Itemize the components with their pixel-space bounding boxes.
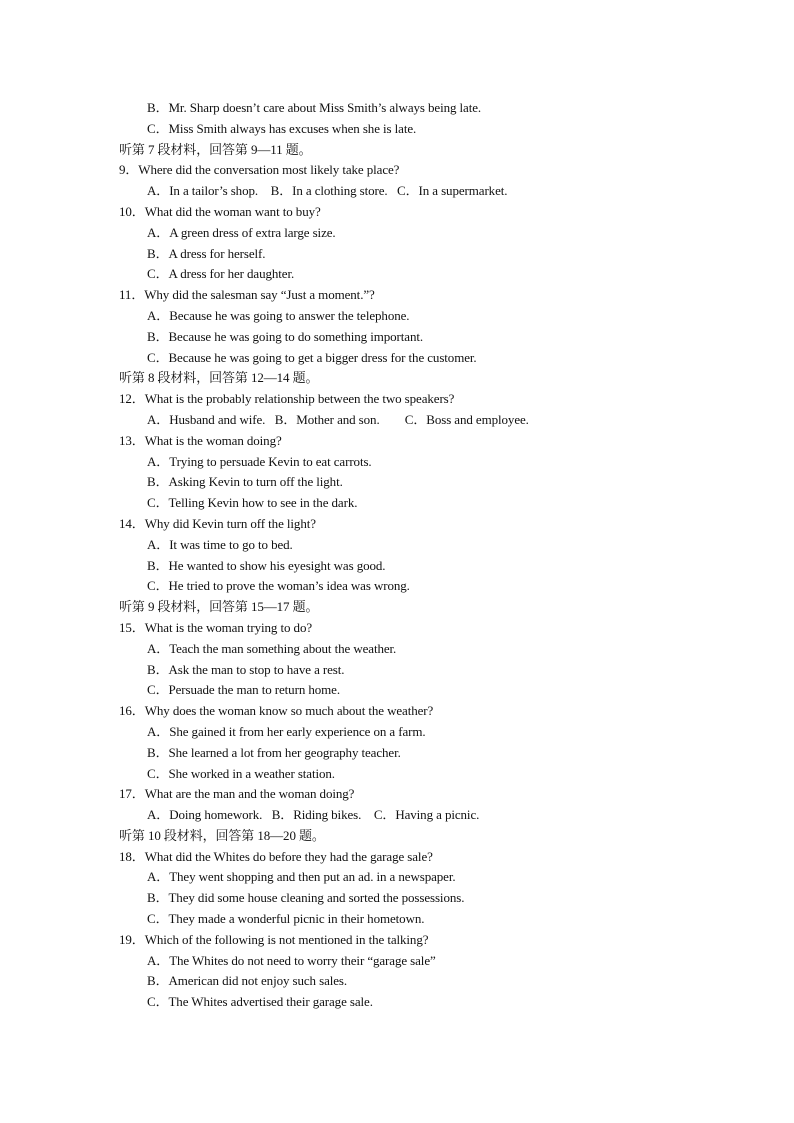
option-line: C．Telling Kevin how to see in the dark. — [147, 495, 358, 511]
question-line: 18．What did the Whites do before they had the garage sale? — [119, 848, 433, 864]
option-line: A．Doing homework. B．Riding bikes. C．Having a picnic. — [147, 807, 480, 823]
option-line: B．He wanted to show his eyesight was good. — [147, 557, 386, 573]
option-line: B．Asking Kevin to turn off the light. — [147, 474, 343, 490]
option-line: B．A dress for herself. — [147, 245, 266, 261]
option-line: C．A dress for her daughter. — [147, 266, 295, 282]
option-line: A．It was time to go to bed. — [147, 536, 293, 552]
question-line: 11．Why did the salesman say “Just a moment.”? — [119, 287, 375, 303]
option-line: A．Because he was going to answer the telephone. — [147, 307, 410, 323]
section-heading: 听第 7 段材料，回答第 9—11 题。 — [119, 141, 312, 157]
option-line: C．She worked in a weather station. — [147, 765, 335, 781]
option-line: A．Teach the man something about the weather. — [147, 640, 397, 656]
option-line: B．She learned a lot from her geography teacher. — [147, 744, 401, 760]
option-line: C．Because he was going to get a bigger dress for the customer. — [147, 349, 477, 365]
option-line: C．Miss Smith always has excuses when she is late. — [147, 120, 417, 136]
question-line: 9．Where did the conversation most likely take place? — [119, 162, 400, 178]
option-line: B．They did some house cleaning and sorted the possessions. — [147, 890, 465, 906]
section-heading: 听第 10 段材料，回答第 18—20 题。 — [119, 827, 325, 843]
section-heading: 听第 9 段材料，回答第 15—17 题。 — [119, 599, 319, 615]
question-line: 15．What is the woman trying to do? — [119, 619, 313, 635]
option-line: B．American did not enjoy such sales. — [147, 973, 348, 989]
option-line: B．Ask the man to stop to have a rest. — [147, 661, 345, 677]
option-line: C．They made a wonderful picnic in their hometown. — [147, 911, 425, 927]
option-line: B．Because he was going to do something important. — [147, 328, 424, 344]
question-line: 17．What are the man and the woman doing? — [119, 786, 355, 802]
option-line: A．She gained it from her early experience on a farm. — [147, 723, 426, 739]
question-line: 10．What did the woman want to buy? — [119, 203, 321, 219]
option-line: C．He tried to prove the woman’s idea was wrong. — [147, 578, 410, 594]
option-line: A．Husband and wife. B．Mother and son. C．Boss and employee. — [147, 411, 529, 427]
question-line: 19．Which of the following is not mentioned in the talking? — [119, 931, 429, 947]
section-heading: 听第 8 段材料，回答第 12—14 题。 — [119, 370, 319, 386]
option-line: A．In a tailor’s shop. B．In a clothing store. C．In a supermarket. — [147, 183, 508, 199]
option-line: A．They went shopping and then put an ad. in a newspaper. — [147, 869, 456, 885]
question-line: 12．What is the probably relationship between the two speakers? — [119, 391, 455, 407]
option-line: C．The Whites advertised their garage sale. — [147, 994, 373, 1010]
option-line: A．Trying to persuade Kevin to eat carrots. — [147, 453, 372, 469]
option-line: B．Mr. Sharp doesn’t care about Miss Smith’s always being late. — [147, 100, 482, 115]
question-line: 13．What is the woman doing? — [119, 432, 282, 448]
option-line: C．Persuade the man to return home. — [147, 682, 340, 698]
question-line: 16．Why does the woman know so much about the weather? — [119, 703, 434, 719]
question-line: 14．Why did Kevin turn off the light? — [119, 515, 316, 531]
option-line: A．A green dress of extra large size. — [147, 224, 336, 240]
option-line: A．The Whites do not need to worry their “garage sale” — [147, 952, 436, 968]
document-page — [0, 98, 794, 1013]
